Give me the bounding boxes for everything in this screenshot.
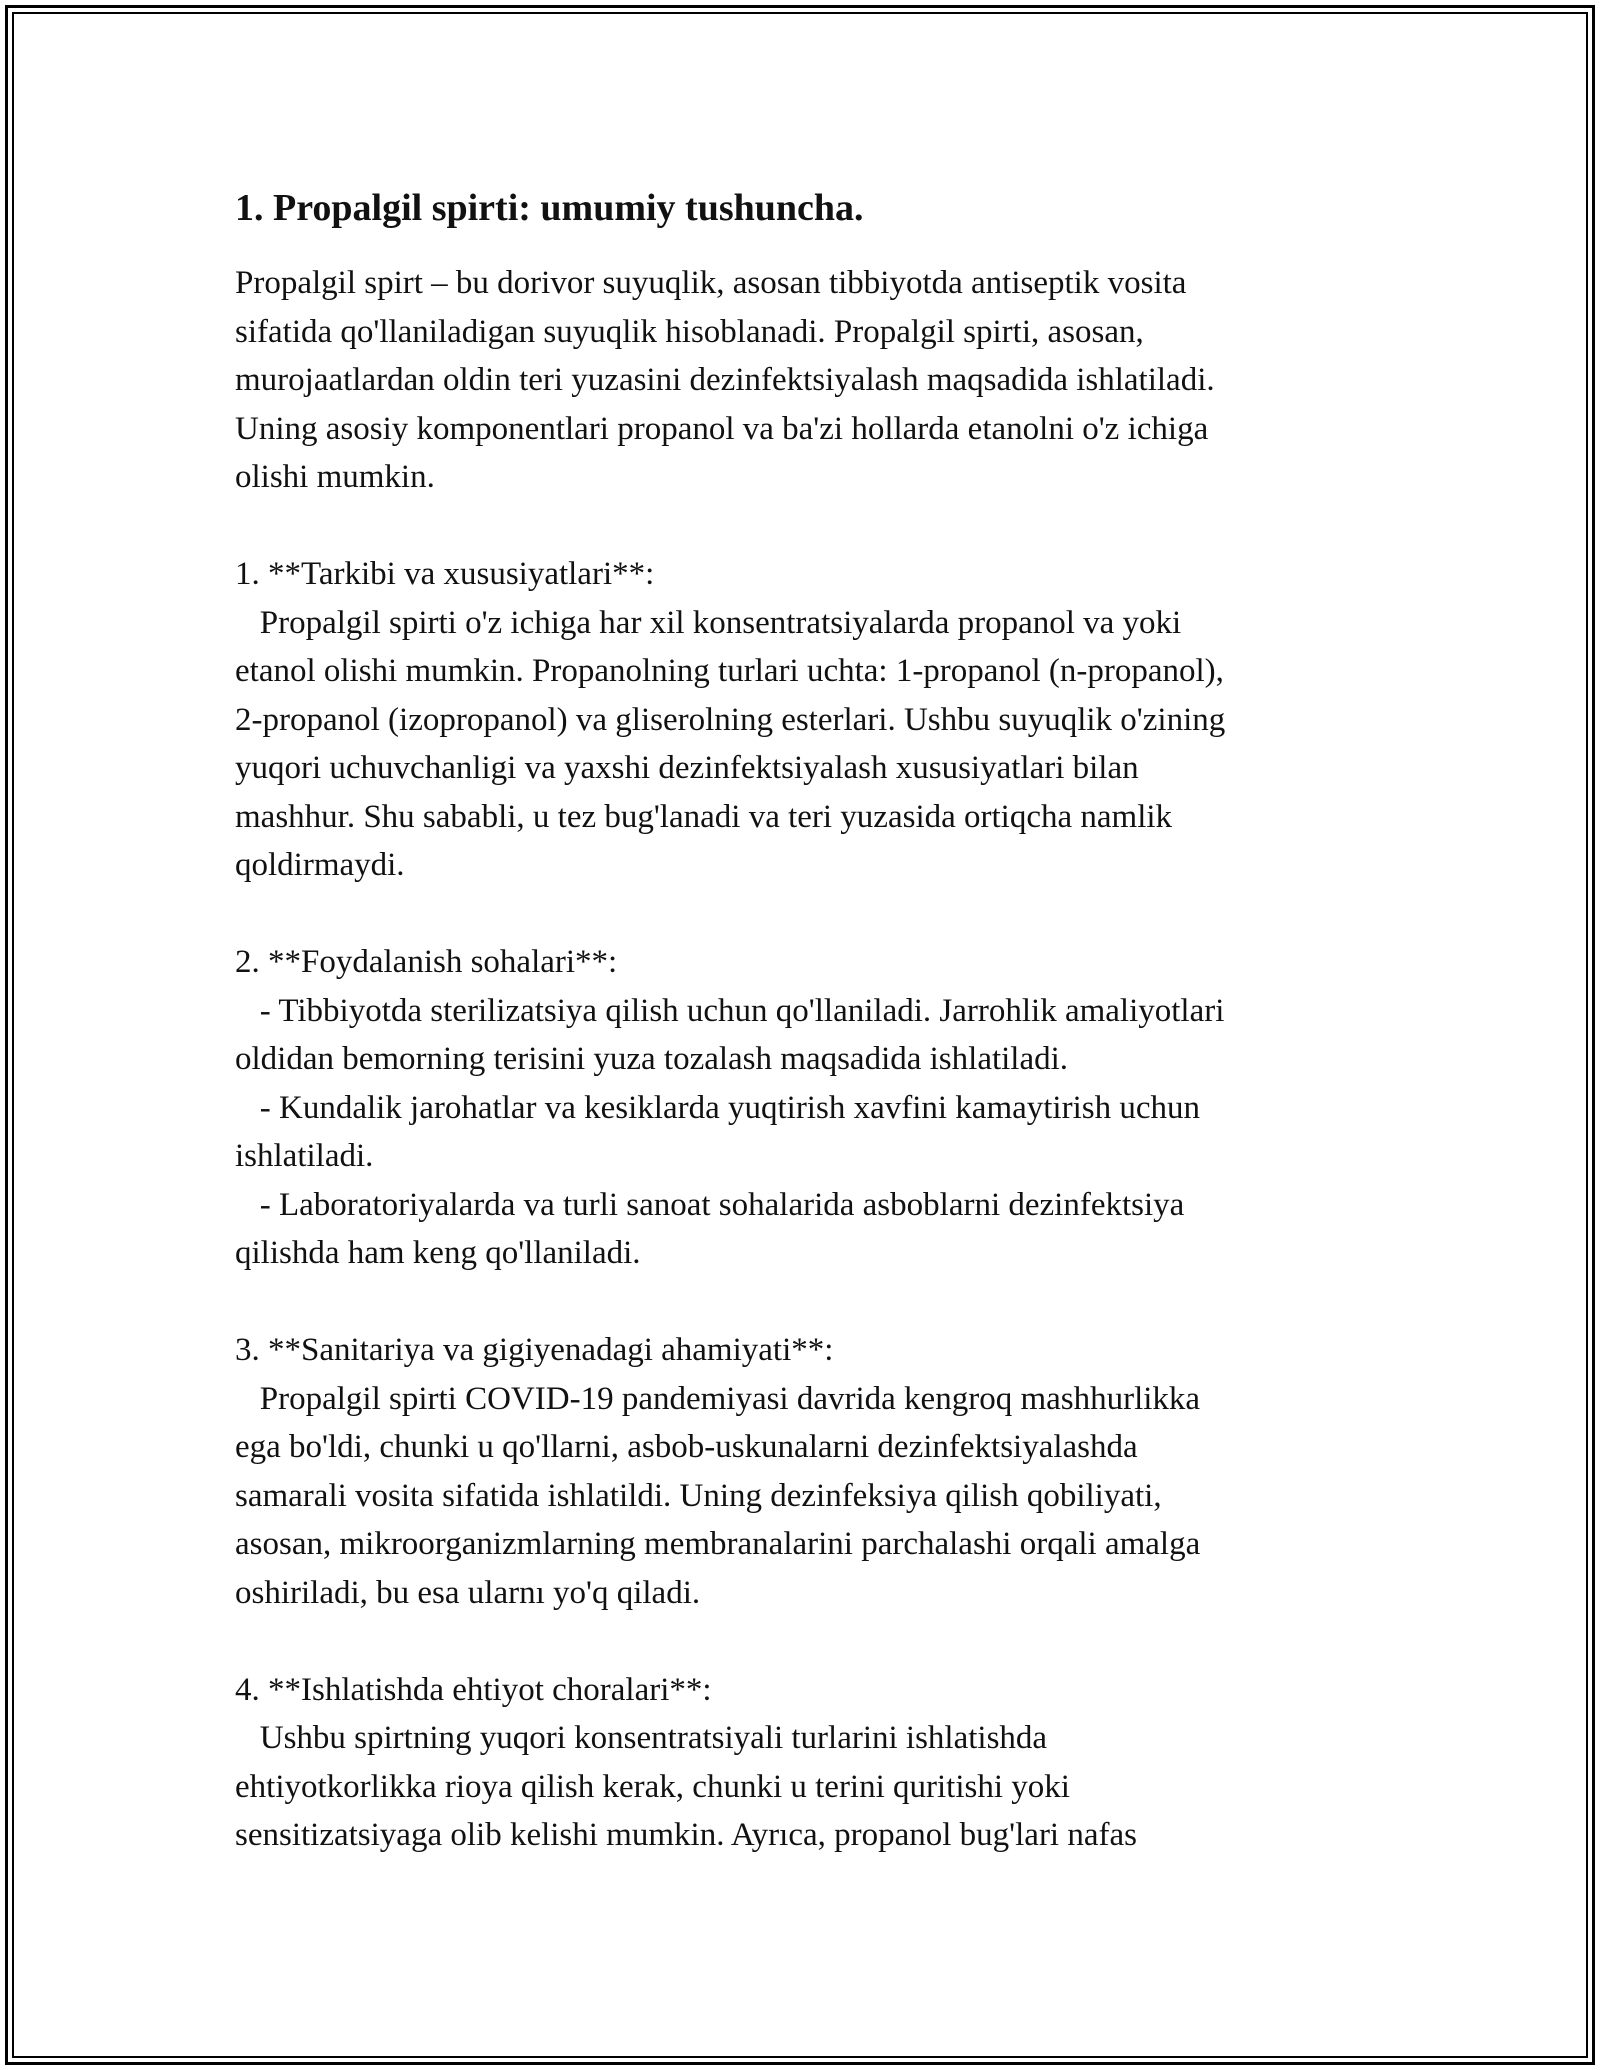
text-line: 2-propanol (izopropanol) va gliserolning esterlari. Ushbu suyuqlik o'zining xyxy=(235,701,1226,738)
text-line: olishi mumkin. xyxy=(235,459,435,495)
text-line: - Tibbiyotda sterilizatsiya qilish uchun qo'llaniladi. Jarrohlik amaliyotlari xyxy=(235,992,1225,1029)
text-line: asosan, mikroorganizmlarning membranalarini parchalashi orqali amalga xyxy=(235,1526,1201,1562)
section-sanitary-importance xyxy=(235,1326,1375,1617)
text-line: oldidan bemorning terisini yuza tozalash maqsadida ishlatiladi. xyxy=(235,1041,1069,1077)
intro-paragraph xyxy=(235,259,1375,502)
text-line: sifatida qo'llaniladigan suyuqlik hisoblanadi. Propalgil spirti, asosan, xyxy=(235,313,1144,350)
text-line: Uning asosiy komponentlari propanol va ba'zi hollarda etanolni o'z ichiga xyxy=(235,410,1209,447)
text-line: ishlatiladi. xyxy=(235,1138,374,1174)
text-line: yuqori uchuvchanligi va yaxshi dezinfektsiyalash xususiyatlari bilan xyxy=(235,750,1139,786)
text-line: qilishda ham keng qo'llaniladi. xyxy=(235,1235,641,1271)
text-line: oshiriladi, bu esa ularnı yo'q qiladi. xyxy=(235,1574,701,1611)
section-composition xyxy=(235,550,1375,890)
text-line: ehtiyotkorlikka rioya qilish kerak, chunki u terini quritishi yoki xyxy=(235,1768,1070,1805)
text-line: murojaatlardan oldin teri yuzasini dezinfektsiyalash maqsadida ishlatiladi. xyxy=(235,362,1215,398)
text-line: Ushbu spirtning yuqori konsentratsiyali turlarini ishlatishda xyxy=(235,1720,1048,1756)
text-line: - Laboratoriyalarda va turli sanoat sohalarida asboblarni dezinfektsiya xyxy=(235,1186,1185,1223)
section-usage-areas xyxy=(235,938,1375,1278)
text-line: qoldirmaydi. xyxy=(235,847,405,883)
section-heading: 2. **Foydalanish sohalari**: xyxy=(235,944,618,980)
text-line: mashhur. Shu sababli, u tez bug'lanadi va teri yuzasida ortiqcha namlik xyxy=(235,798,1173,835)
text-line: - Kundalik jarohatlar va kesiklarda yuqtirish xavfini kamaytirish uchun xyxy=(235,1089,1200,1126)
page-title: 1. Propalgil spirti: umumiy tushuncha. xyxy=(235,187,864,229)
section-precautions xyxy=(235,1666,1375,1860)
text-line: sensitizatsiyaga olib kelishi mumkin. Ayrıca, propanol bug'lari nafas xyxy=(235,1817,1137,1853)
text-line: Propalgil spirti COVID-19 pandemiyasi davrida kengroq mashhurlikka xyxy=(235,1380,1201,1417)
text-line: ega bo'ldi, chunki u qo'llarni, asbob-uskunalarni dezinfektsiyalashda xyxy=(235,1429,1138,1465)
section-heading: 4. **Ishlatishda ehtiyot choralari**: xyxy=(235,1671,712,1708)
text-line: Propalgil spirt – bu dorivor suyuqlik, asosan tibbiyotda antiseptik vosita xyxy=(235,265,1187,301)
text-line: Propalgil spirti o'z ichiga har xil konsentratsiyalarda propanol va yoki xyxy=(235,604,1182,641)
text-line: samarali vosita sifatida ishlatildi. Uning dezinfeksiya qilish qobiliyati, xyxy=(235,1477,1162,1514)
section-heading: 1. **Tarkibi va xususiyatlari**: xyxy=(235,556,655,592)
section-heading: 3. **Sanitariya va gigiyenadagi ahamiyati**: xyxy=(235,1332,834,1368)
document-body xyxy=(235,185,1375,1860)
text-line: etanol olishi mumkin. Propanolning turlari uchta: 1-propanol (n-propanol), xyxy=(235,653,1224,689)
